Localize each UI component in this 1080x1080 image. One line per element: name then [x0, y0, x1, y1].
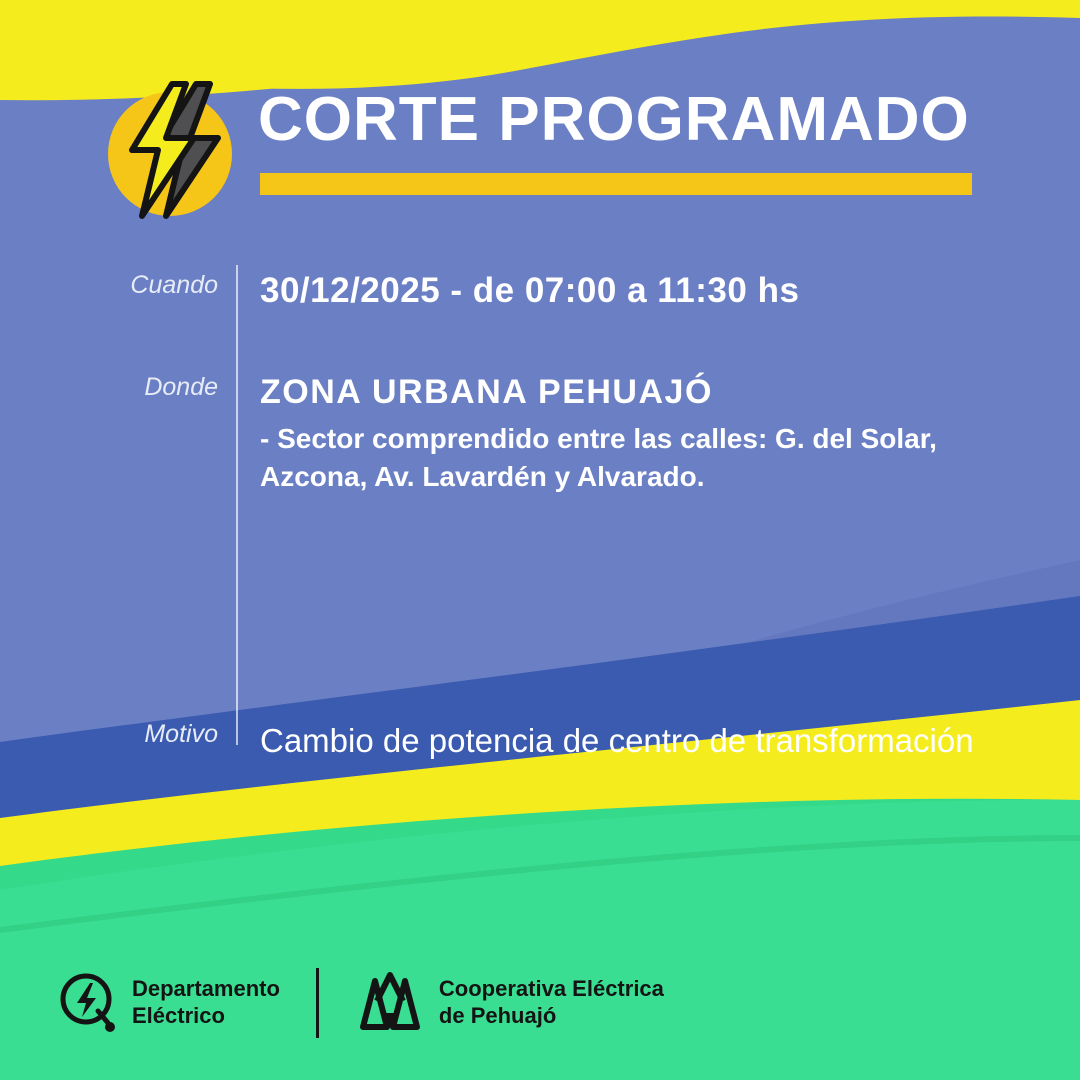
where-zone-text: ZONA URBANA PEHUAJÓ: [260, 373, 713, 411]
footer-divider: [316, 968, 319, 1038]
lightning-bolt-icon: [100, 76, 250, 226]
department-line2: Eléctrico: [132, 1003, 225, 1028]
title-underline-rule: [260, 173, 972, 195]
cooperative-line2: de Pehuajó: [438, 1003, 557, 1028]
department-line1: Departamento: [132, 976, 280, 1002]
why-label: Motivo: [144, 720, 218, 748]
page-title: CORTE PROGRAMADO: [258, 85, 970, 154]
where-detail-text: - Sector comprendido entre las calles: G. del Solar, Azcona, Av. Lavardén y Alvarado.: [260, 423, 937, 492]
where-value: [260, 373, 1000, 496]
details-section: [100, 255, 1000, 825]
cooperative-brand: [355, 971, 664, 1035]
cooperative-logo-icon: [355, 971, 425, 1035]
bolt-circle-icon: [58, 971, 118, 1035]
footer: [0, 940, 1080, 1080]
header: [100, 68, 1000, 228]
department-brand: [58, 971, 280, 1035]
why-value: Cambio de potencia de centro de transformación: [260, 722, 974, 759]
when-label: Cuando: [130, 271, 218, 299]
vertical-divider: [236, 265, 238, 745]
when-value: 30/12/2025 - de 07:00 a 11:30 hs: [260, 271, 800, 310]
cooperative-line1: Cooperativa Eléctrica: [438, 976, 664, 1002]
where-label: Donde: [144, 373, 218, 401]
